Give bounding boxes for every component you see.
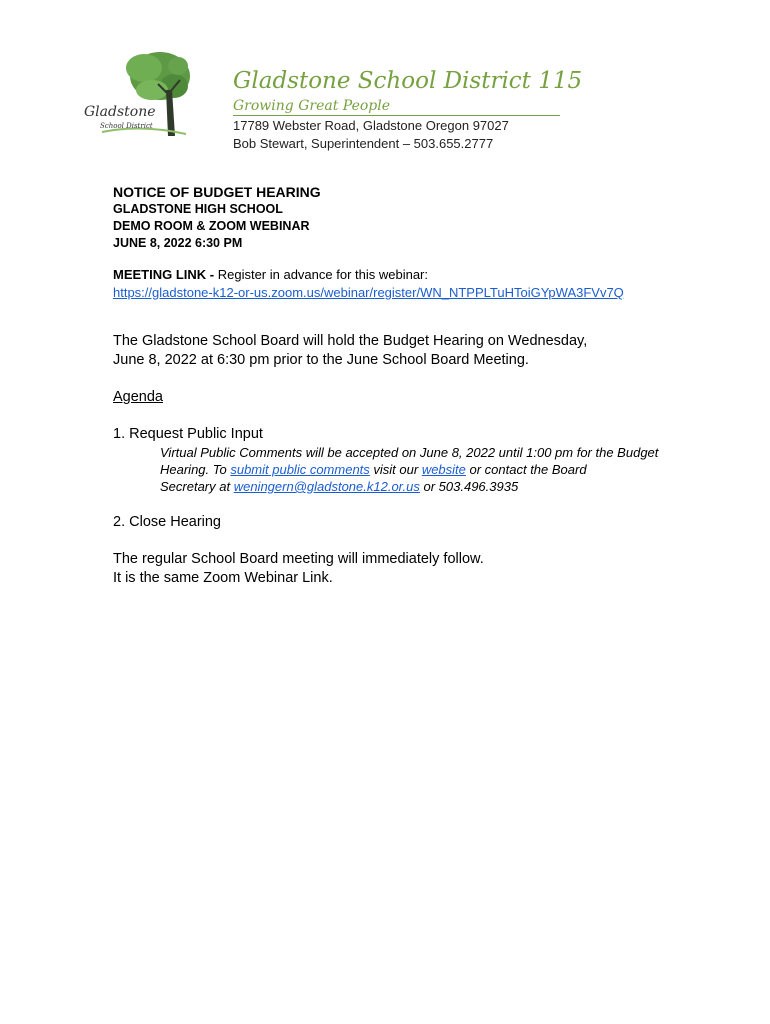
superintendent-contact: Bob Stewart, Superintendent – 503.655.2777 xyxy=(233,136,494,151)
note-text: Secretary at xyxy=(160,479,234,494)
note-text: or 503.496.3935 xyxy=(419,479,519,494)
intro-line: The Gladstone School Board will hold the Budget Hearing on Wednesday, xyxy=(113,333,588,349)
letterhead xyxy=(233,64,583,153)
intro-paragraph xyxy=(113,332,713,370)
closing-paragraph xyxy=(113,550,713,588)
webinar-registration-link[interactable]: https://gladstone-k12-or-us.zoom.us/webinar/register/WN_NTPPLTuHToiGYpWA3FVv7Q xyxy=(113,285,624,300)
note-text: Hearing. To xyxy=(160,462,231,477)
agenda-item-request-public-input: 1. Request Public Input xyxy=(113,426,263,442)
tagline: Growing Great People xyxy=(233,97,560,116)
secretary-email-link[interactable]: weningern@gladstone.k12.or.us xyxy=(233,479,420,494)
note-text: or contact the Board xyxy=(465,462,587,477)
logo-subtext: School District xyxy=(100,122,153,130)
note-line xyxy=(160,461,720,478)
intro-line: June 8, 2022 at 6:30 pm prior to the June School Board Meeting. xyxy=(113,352,529,368)
meeting-link-label: MEETING LINK - xyxy=(113,267,215,282)
notice-title: NOTICE OF BUDGET HEARING xyxy=(113,184,321,200)
district-logo xyxy=(82,46,192,140)
note-text: visit our xyxy=(369,462,422,477)
note-line: Virtual Public Comments will be accepted on June 8, 2022 until 1:00 pm for the Budget xyxy=(160,445,659,460)
agenda-item-close-hearing: 2. Close Hearing xyxy=(113,514,221,530)
meeting-link-text: Register in advance for this webinar: xyxy=(214,267,428,282)
district-name: Gladstone School District 115 xyxy=(233,68,583,94)
agenda-heading: Agenda xyxy=(113,389,163,405)
note-line xyxy=(160,478,720,495)
public-input-note xyxy=(160,444,720,495)
district-address: 17789 Webster Road, Gladstone Oregon 97027 xyxy=(233,118,509,133)
notice-body xyxy=(113,183,713,588)
location-school: GLADSTONE HIGH SCHOOL xyxy=(113,202,283,216)
hearing-datetime: JUNE 8, 2022 6:30 PM xyxy=(113,236,243,250)
meeting-link-line xyxy=(113,266,713,284)
closing-line: The regular School Board meeting will immediately follow. xyxy=(113,551,484,567)
logo-wordmark: Gladstone xyxy=(84,104,156,120)
location-room: DEMO ROOM & ZOOM WEBINAR xyxy=(113,219,310,233)
submit-comments-link[interactable]: submit public comments xyxy=(230,462,370,477)
website-link[interactable]: website xyxy=(421,462,466,477)
closing-line: It is the same Zoom Webinar Link. xyxy=(113,570,333,586)
